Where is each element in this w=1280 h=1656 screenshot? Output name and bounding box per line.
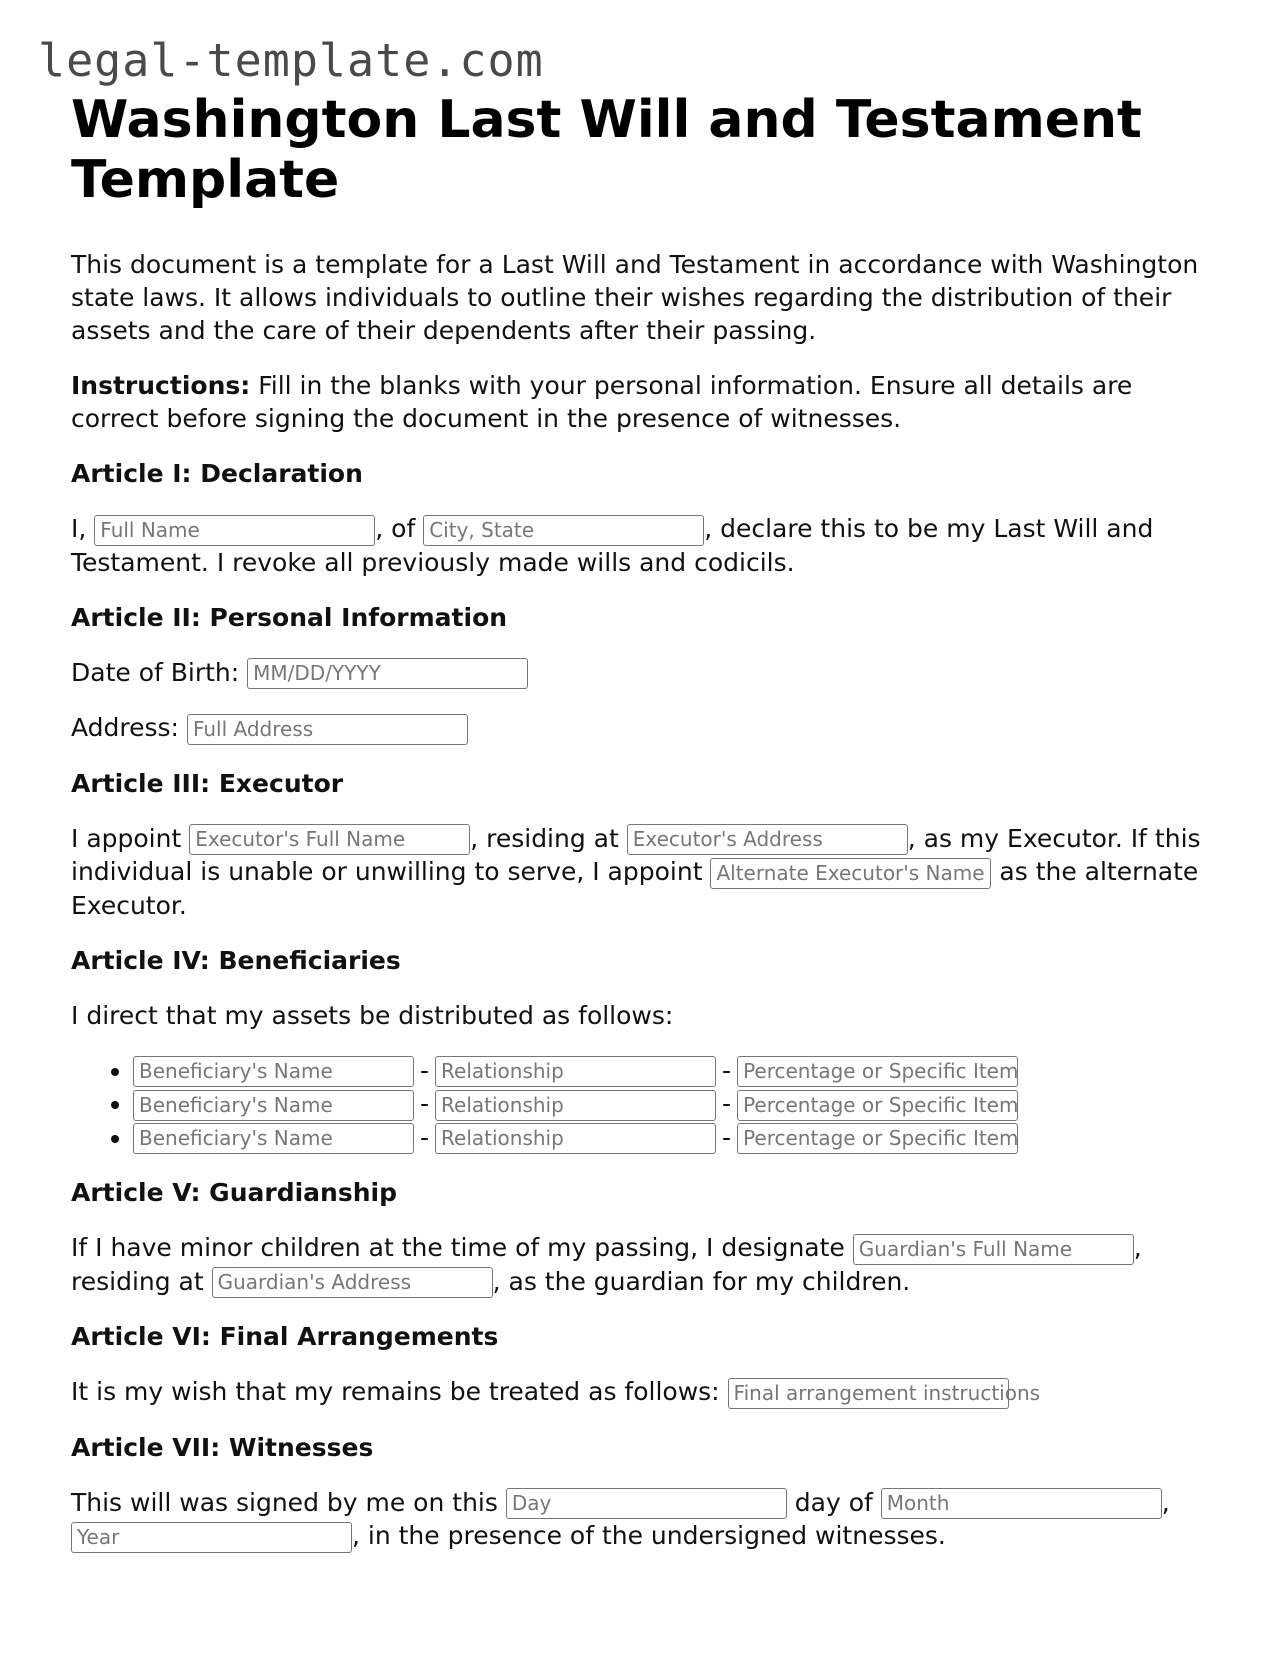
declaration-text-3: , declare this to be my Last Will and Testament. I revoke all previously made wills and codicils. xyxy=(71,514,1154,577)
final-arrangements-text: It is my wish that my remains be treated as follows: xyxy=(71,1377,728,1406)
alternate-executor-field[interactable]: Alternate Executor's Name xyxy=(710,858,991,889)
executor-text-2: , residing at xyxy=(470,823,627,853)
intro-paragraph: This document is a template for a Last Will and Testament in accordance with Washington state laws. It allows individuals to outline their wishes regarding the distribution of their assets and the care of their dependents after their passing. xyxy=(71,250,1199,345)
guardian-name-field[interactable]: Guardian's Full Name xyxy=(853,1234,1134,1265)
executor-text-3: , as my Executor. If this individual is unable or unwilling to serve, I appoint xyxy=(71,823,1201,886)
share-field[interactable]: Percentage or Specific Item xyxy=(737,1090,1018,1121)
separator: - xyxy=(722,1089,732,1118)
beneficiary-name-field[interactable]: Beneficiary's Name xyxy=(133,1123,414,1154)
article-3-heading: Article III: Executor xyxy=(71,768,344,798)
address-label: Address: xyxy=(71,713,187,742)
guardianship-text-2: , residing at xyxy=(71,1233,1142,1296)
declaration-paragraph xyxy=(71,512,1211,579)
witnesses-text-1: This will was signed by me on this xyxy=(71,1487,506,1517)
relationship-field[interactable]: Relationship xyxy=(435,1056,716,1087)
share-field[interactable]: Percentage or Specific Item xyxy=(737,1056,1018,1087)
executor-name-field[interactable]: Executor's Full Name xyxy=(189,824,470,855)
executor-text-4: as the alternate Executor. xyxy=(71,857,1199,920)
dob-row xyxy=(71,656,1211,690)
instructions-label: Instructions: xyxy=(71,371,251,400)
witnesses-text-2: day of xyxy=(786,1487,881,1517)
final-arrangements-field[interactable]: Final arrangement instructions xyxy=(728,1378,1009,1409)
guardian-address-field[interactable]: Guardian's Address xyxy=(212,1267,493,1298)
separator: - xyxy=(420,1089,430,1118)
final-arrangements-paragraph xyxy=(71,1375,1211,1409)
witnesses-text-3: , xyxy=(1161,1487,1170,1517)
article-2-heading: Article II: Personal Information xyxy=(71,602,508,632)
page-title: Washington Last Will and Testament Template xyxy=(71,90,1142,210)
date-of-birth-field[interactable]: MM/DD/YYYY xyxy=(247,658,528,689)
executor-paragraph xyxy=(71,822,1211,922)
city-state-field[interactable]: City, State xyxy=(423,515,704,546)
article-1-heading: Article I: Declaration xyxy=(71,459,363,488)
article-6-heading: Article VI: Final Arrangements xyxy=(71,1322,499,1351)
guardianship-text-1: If I have minor children at the time of my passing, I designate xyxy=(71,1233,853,1262)
separator: - xyxy=(420,1122,430,1152)
witnesses-paragraph xyxy=(71,1486,1211,1553)
witnesses-text-4: , in the presence of the undersigned witnesses. xyxy=(352,1521,946,1550)
guardianship-paragraph xyxy=(71,1231,1211,1298)
document-body xyxy=(71,90,1211,1575)
full-name-field[interactable]: Full Name xyxy=(94,515,375,546)
article-4-heading: Article IV: Beneficiaries xyxy=(71,945,401,975)
declaration-text-2: , of xyxy=(375,514,424,543)
beneficiary-row xyxy=(133,1121,1211,1155)
year-field[interactable]: Year xyxy=(71,1522,352,1553)
declaration-text-1: I, xyxy=(71,514,95,543)
beneficiary-row xyxy=(133,1054,1211,1088)
address-row xyxy=(71,711,1211,745)
address-field[interactable]: Full Address xyxy=(187,714,468,745)
executor-text-1: I appoint xyxy=(71,823,190,853)
dob-label: Date of Birth: xyxy=(71,657,248,687)
share-field[interactable]: Percentage or Specific Item xyxy=(737,1123,1018,1154)
month-field[interactable]: Month xyxy=(881,1488,1162,1519)
relationship-field[interactable]: Relationship xyxy=(435,1123,716,1154)
instructions-paragraph xyxy=(71,369,1211,435)
relationship-field[interactable]: Relationship xyxy=(435,1090,716,1121)
separator: - xyxy=(722,1122,732,1152)
day-field[interactable]: Day xyxy=(506,1488,787,1519)
instructions-text: Fill in the blanks with your personal information. Ensure all details are correct before signing the document in the presence of witnesses. xyxy=(71,371,1133,433)
beneficiaries-intro: I direct that my assets be distributed as follows: xyxy=(71,1000,674,1030)
beneficiary-list xyxy=(71,1054,1211,1155)
beneficiary-name-field[interactable]: Beneficiary's Name xyxy=(133,1056,414,1087)
article-7-heading: Article VII: Witnesses xyxy=(71,1432,374,1462)
separator: - xyxy=(722,1055,732,1085)
site-logo: legal-template.com xyxy=(38,34,544,87)
article-5-heading: Article V: Guardianship xyxy=(71,1178,397,1207)
guardianship-text-3: , as the guardian for my children. xyxy=(492,1266,911,1296)
beneficiary-row xyxy=(133,1087,1211,1121)
beneficiary-name-field[interactable]: Beneficiary's Name xyxy=(133,1090,414,1121)
executor-address-field[interactable]: Executor's Address xyxy=(627,824,908,855)
separator: - xyxy=(420,1055,430,1085)
